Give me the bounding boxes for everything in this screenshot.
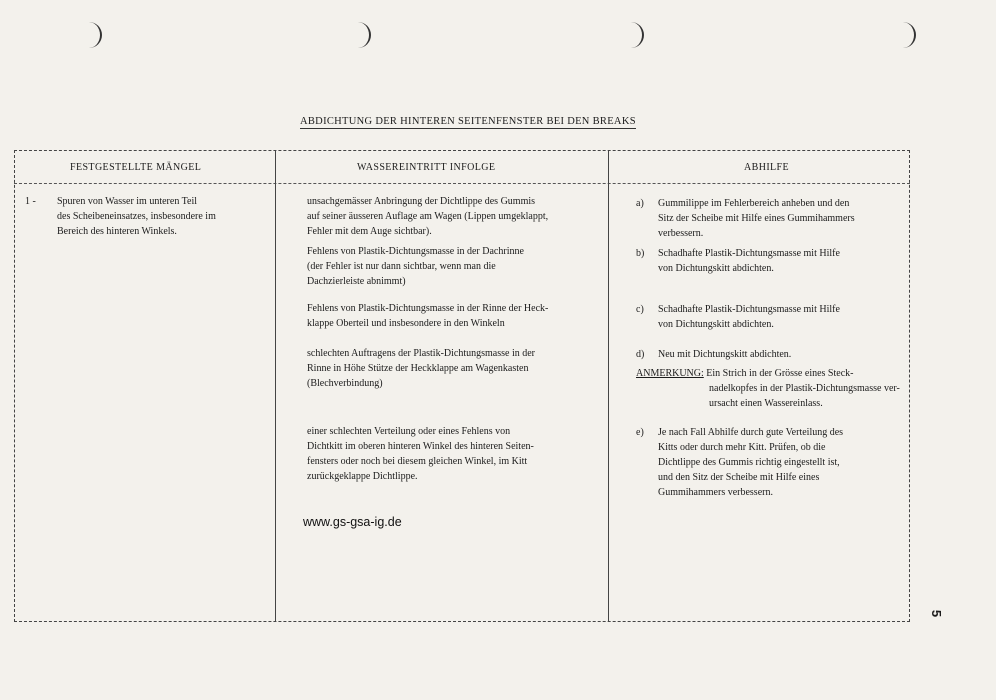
column-header-remedy: ABHILFE: [744, 162, 790, 173]
cause-1: unsachgemässer Anbringung der Dichtlippe des Gummis auf seiner äusseren Auflage am Wagen (Lippen umgeklappt, Fehler mit dem Auge sichtbar).: [307, 196, 549, 237]
column-header-defects: FESTGESTELLTE MÄNGEL: [70, 162, 202, 173]
punch-hole-2-icon: [355, 22, 371, 48]
column-divider-2: [608, 150, 609, 622]
page-number: 5: [929, 609, 945, 618]
remedy-e: Je nach Fall Abhilfe durch gute Verteilung des Kitts oder durch mehr Kitt. Prüfen, ob die Dichtlippe des Gummis richtig eingestellt ist, und den Sitz der Scheibe mit Hilfe eines Gummihammers verbessern.: [658, 427, 844, 498]
remedy-d: Neu mit Dichtungskitt abdichten.: [658, 349, 792, 360]
remedy-e-label: e): [636, 427, 644, 438]
watermark-url: www.gs-gsa-ig.de: [303, 515, 402, 529]
remedy-b-label: b): [636, 248, 645, 259]
remedy-b: Schadhafte Plastik-Dichtungsmasse mit Hilfe von Dichtungskitt abdichten.: [658, 248, 840, 274]
document-title: ABDICHTUNG DER HINTEREN SEITENFENSTER BEI DEN BREAKS: [300, 116, 636, 127]
punch-hole-1-icon: [86, 22, 102, 48]
note-rest: nadelkopfes in der Plastik-Dichtungsmasse ver- ursacht einen Wassereinlass.: [709, 383, 900, 409]
header-divider: [14, 183, 910, 184]
remedy-c-label: c): [636, 304, 644, 315]
remedy-d-label: d): [636, 349, 645, 360]
column-divider-1: [275, 150, 276, 622]
cause-4: schlechten Auftragens der Plastik-Dichtungsmasse in der Rinne in Höhe Stütze der Heckklappe am Wagenkasten (Blechverbindung): [307, 348, 535, 389]
cause-5: einer schlechten Verteilung oder eines Fehlens von Dichtkitt im oberen hinteren Winkel des hinteren Seiten- fensters oder noch bei diesem gleichen Winkel, im Kitt zurückgeklappe Dichtlippe.: [307, 426, 534, 482]
defect-number: 1 -: [25, 196, 36, 207]
punch-hole-4-icon: [900, 22, 916, 48]
punch-hole-3-icon: [628, 22, 644, 48]
remedy-a-label: a): [636, 198, 644, 209]
note-label: ANMERKUNG:: [636, 368, 704, 379]
remedy-c: Schadhafte Plastik-Dichtungsmasse mit Hilfe von Dichtungskitt abdichten.: [658, 304, 840, 330]
column-header-cause: WASSEREINTRITT INFOLGE: [357, 162, 496, 173]
remedy-a: Gummilippe im Fehlerbereich anheben und den Sitz der Scheibe mit Hilfe eines Gummihammers verbessern.: [658, 198, 855, 239]
cause-3: Fehlens von Plastik-Dichtungsmasse in der Rinne der Heck- klappe Oberteil und insbesondere in den Winkeln: [307, 303, 549, 329]
defect-text: Spuren von Wasser im unteren Teil des Scheibeneinsatzes, insbesondere im Bereich des hinteren Winkels.: [57, 196, 216, 237]
note-line-1: ANMERKUNG: Ein Strich in der Grösse eines Steck-: [636, 368, 854, 379]
cause-2: Fehlens von Plastik-Dichtungsmasse in der Dachrinne (der Fehler ist nur dann sichtbar, wenn man die Dachzierleiste abnimmt): [307, 246, 524, 287]
